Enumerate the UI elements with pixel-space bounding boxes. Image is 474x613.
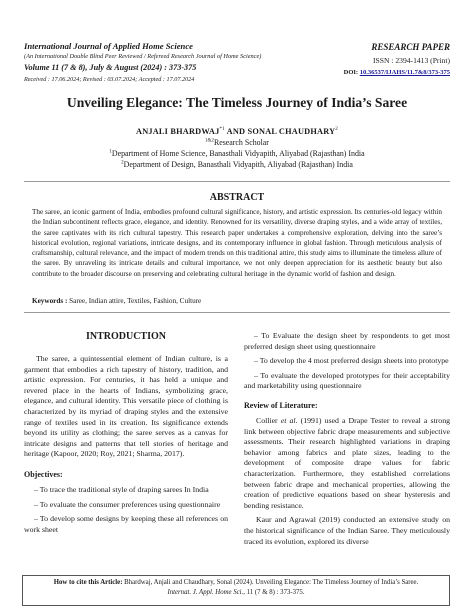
- journal-subtitle: (An International Double Blind Peer Reviewed / Refereed Research Journal of Home Science): [24, 53, 262, 60]
- review-author: Collier: [256, 415, 281, 425]
- review-paragraph-2: Kaur and Agrawal (2019) conducted an extensive study on the historical significance of the Indian Saree. They meticulously traced its evolution, explored its diverse: [244, 515, 450, 546]
- review-text: (1991) used a Drape Tester to reveal a strong link between objective fabric drape measurements and subjective assessments. Their research highlighted variations in draping behavior among fabrics and plate sizes, leading to the development of composite drape values for fabric characterization. Furthermore, they established correlations between fabric drape and mechanical properties, allowing the creation of predictive equations based on shear hysteresis and bending resistance.: [244, 415, 451, 510]
- keywords-text: Saree, Indian attire, Textiles, Fashion, Culture: [67, 297, 202, 305]
- abstract-heading: ABSTRACT: [209, 192, 265, 203]
- affiliation-sup: 1: [109, 149, 112, 155]
- article-dates: Received : 17.06.2024; Revised : 03.07.2024; Accepted : 17.07.2024: [24, 76, 195, 83]
- citation-label: How to cite this Article:: [53, 579, 123, 586]
- affiliation-2: [0, 160, 474, 169]
- citation-box: [22, 575, 450, 606]
- objectives-heading: Objectives:: [24, 469, 63, 479]
- author-2-sup: 2: [335, 127, 338, 133]
- right-column: [244, 331, 450, 547]
- article-title: Unveiling Elegance: The Timeless Journey of India’s Saree: [66, 95, 408, 110]
- doi: [344, 69, 450, 76]
- author-connector: AND: [224, 127, 248, 136]
- author-1: ANJALI BHARDWAJ: [136, 127, 220, 136]
- citation-text: Bhardwaj, Anjali and Chaudhary, Sonal (2024). Unveiling Elegance: The Timeless Journey of India’s Saree.: [122, 579, 419, 586]
- citation-journal: Internat. J. Appl. Home Sci.: [167, 589, 244, 596]
- paper-type: RESEARCH PAPER: [371, 42, 450, 52]
- affiliation-1: [0, 149, 474, 158]
- objective-item: – To Evaluate the design sheet by respondents to get most preferred design sheet using questionnaire: [244, 331, 450, 351]
- affiliation-text: Research Scholar: [213, 138, 269, 147]
- affiliation-text: Department of Design, Banasthali Vidyapith, Aliyabad (Rajasthan) India: [123, 160, 353, 169]
- objective-item: – To trace the traditional style of draping sarees In India: [34, 484, 209, 494]
- introduction-text: The saree, a quintessential element of Indian culture, is a garment that embodies a rich tapestry of history, tradition, and artistic expression. For centuries, it has held a unique and revered place in the hearts of Indians, symbolizing grace, elegance, and cultural identity. This versatile piece of clothing is characterized by its myriad of draping styles and the extensive range of textiles used in its creation. Its significance extends beyond its utility as clothing; the saree serves as a canvas for intricate designs and patterns that tell stories of heritage and heritage (Kapoor, 2020; Roy, 2021; Sharma, 2017).: [24, 354, 228, 459]
- affiliation-sup: 1&2: [205, 138, 214, 144]
- doi-link[interactable]: 10.36537/IJAHS/11.7&8/373-375: [359, 69, 450, 76]
- objective-item: – To evaluate the developed prototypes for their acceptability and marketability using questionnaire: [244, 370, 450, 391]
- issn: ISSN : 2394-1413 (Print): [373, 56, 450, 65]
- author-2: SONAL CHAUDHARY: [247, 127, 336, 136]
- review-etal: et al.: [280, 415, 298, 425]
- keywords: [32, 297, 442, 305]
- affiliation-sup: 2: [121, 160, 124, 166]
- abstract-text: The saree, an iconic garment of India, embodies profound cultural significance, history, and artistic expression. Its centuries-old legacy within the Indian subcontinent reflects grace, elegance, and identity. Renowned for its versatility, diverse draping styles, and a wide array of textiles, the saree captivates with its rich cultural tapestry. This research paper undertakes a comprehensive exploration, delving into the saree’s historical evolution, regional variations, intricate designs, and its contemporary influence in global fashion. Through meticulous analysis of craftsmanship, cultural relevance, and the impact of modern trends on this traditional attire, this study aims to illuminate the timeless allure of the saree. By unraveling its intricate details and cultural importance, we not only deepen appreciation for its aesthetic beauty but also contribute to the broader discourse on preserving and celebrating cultural heritage in the dynamic world of fashion and design.: [32, 208, 442, 278]
- divider: [24, 312, 450, 313]
- review-paragraph-1: [244, 416, 450, 511]
- divider: [24, 181, 450, 182]
- objective-item: – To develop the 4 most preferred design sheets into prototype: [254, 356, 449, 366]
- objective-item: – To develop some designs by keeping these all references on work sheet: [24, 514, 228, 534]
- objective-item: – To evaluate the consumer preferences using questionnaire: [34, 499, 221, 509]
- affiliation-text: Department of Home Science, Banasthali Vidyapith, Aliyabad (Rajasthan) India: [111, 149, 365, 158]
- keywords-label: Keywords :: [32, 297, 68, 305]
- review-heading: Review of Literature:: [244, 400, 318, 410]
- affiliation-role: [0, 138, 474, 147]
- author-line: [0, 127, 474, 136]
- citation-details: , 11 (7 & 8) : 373-375.: [243, 589, 305, 596]
- left-column: [24, 331, 228, 539]
- volume-info: Volume 11 (7 & 8), July & August (2024) : 373-375: [24, 63, 197, 72]
- journal-name: International Journal of Applied Home Science: [24, 41, 193, 51]
- author-1-sup: *1: [219, 127, 225, 133]
- doi-label: DOI:: [343, 69, 359, 76]
- introduction-heading: INTRODUCTION: [85, 331, 166, 342]
